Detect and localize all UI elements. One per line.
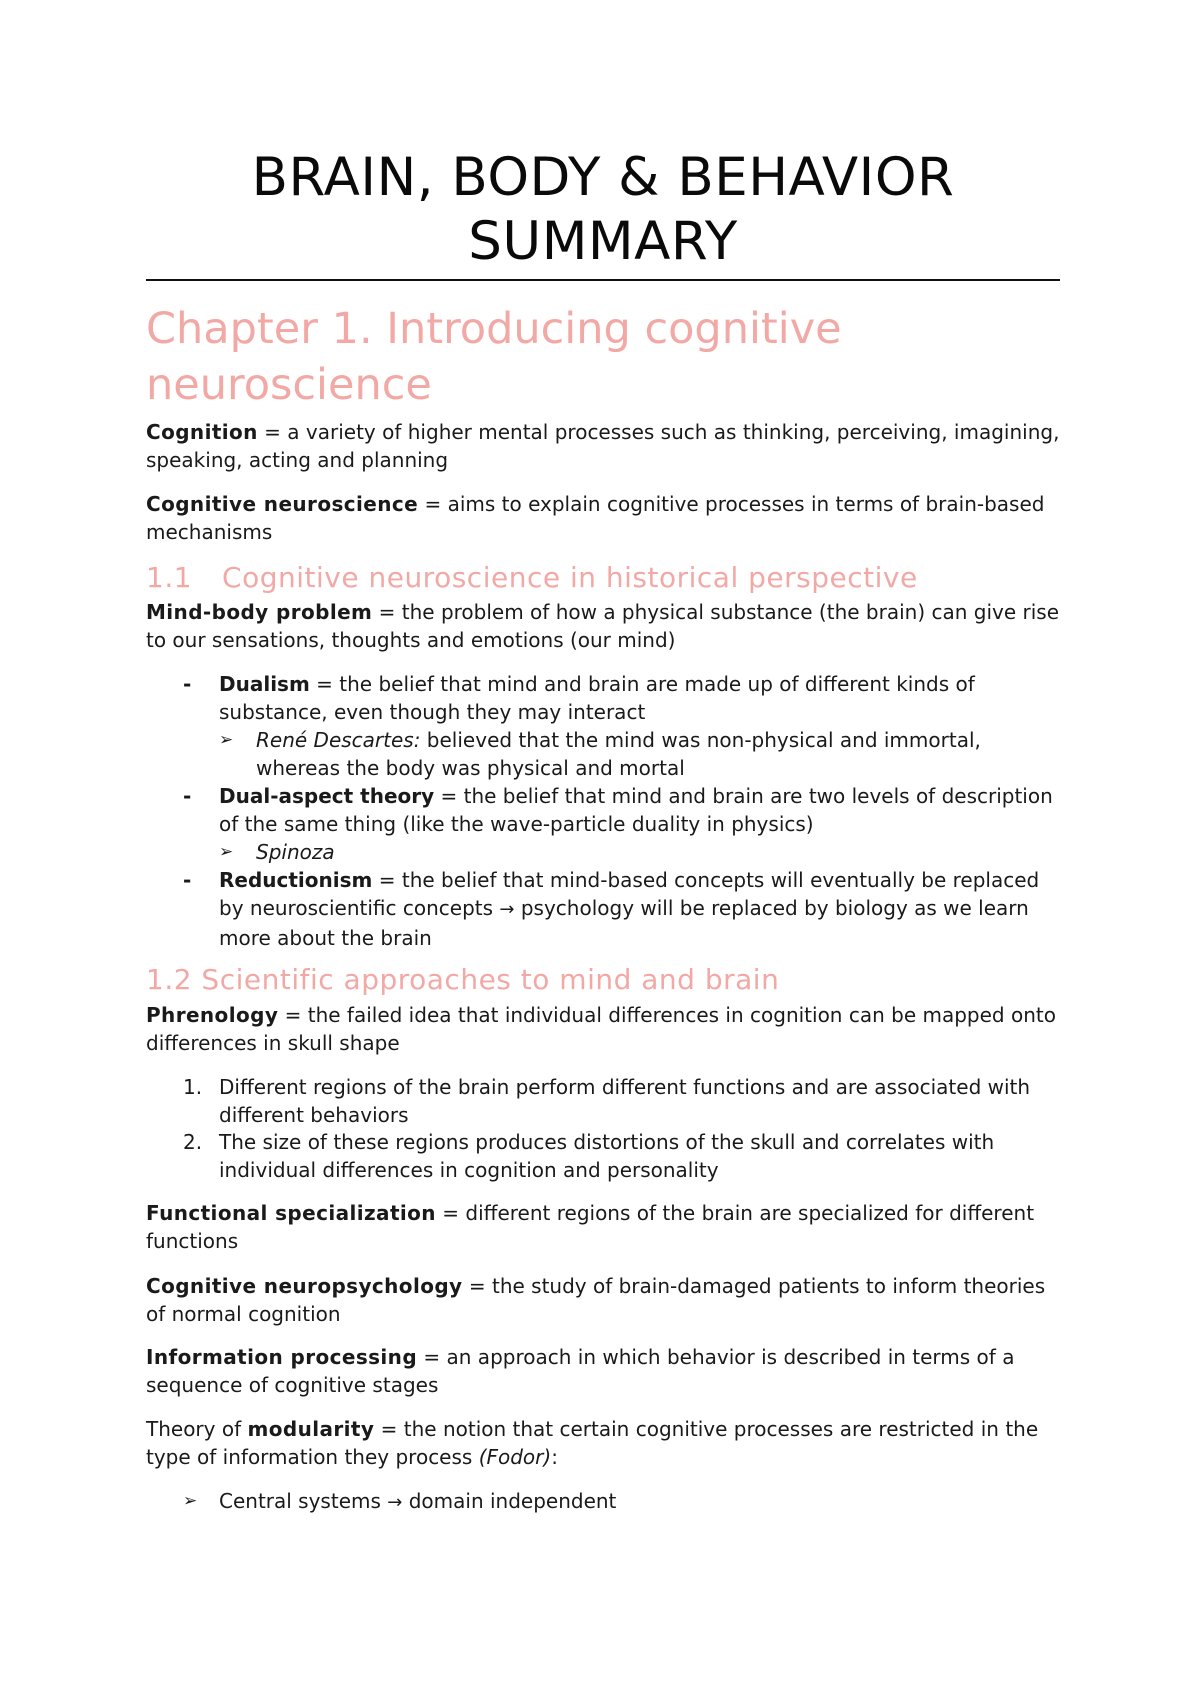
section-title: Cognitive neuroscience in historical perspective <box>222 561 918 594</box>
title-line-1: BRAIN, BODY & BEHAVIOR <box>251 147 955 208</box>
term: Cognition <box>146 420 258 444</box>
term: Phrenology <box>146 1003 279 1027</box>
text-continued: domain independent <box>402 1489 617 1513</box>
description: believed that the mind was non-physical and immortal, whereas the body was physical and mortal <box>256 728 981 780</box>
title-underline <box>146 279 1060 281</box>
descartes-item <box>256 726 1066 782</box>
right-arrow-icon: → <box>387 1492 403 1513</box>
numbered-item-2: The size of these regions produces distortions of the skull and correlates with individual differences in cognition and personality <box>219 1130 995 1182</box>
term: Reductionism <box>219 868 373 892</box>
information-processing-definition <box>146 1343 1060 1399</box>
cognition-definition <box>146 418 1060 474</box>
definition: = the belief that mind and brain are two levels of description of the same thing (like the wave-particle duality in physics) <box>219 784 1053 836</box>
definition: = the belief that mind and brain are made up of different kinds of substance, even though they may interact <box>219 672 975 724</box>
text: Central systems <box>219 1489 388 1513</box>
term: Dual-aspect theory <box>219 784 435 808</box>
cognitive-neuroscience-definition <box>146 490 1060 546</box>
section-number: 1.1 <box>146 561 193 594</box>
definition: = different regions of the brain are specialized for different functions <box>146 1201 1035 1253</box>
dash-bullet: - <box>183 784 192 808</box>
term: Mind-body problem <box>146 600 373 624</box>
definition: = a variety of higher mental processes such as thinking, perceiving, imagining, speaking, acting and planning <box>146 420 1060 472</box>
dash-bullet: - <box>183 672 192 696</box>
functional-specialization-definition <box>146 1199 1060 1255</box>
arrow-bullet-icon: ➢ <box>183 1491 198 1511</box>
definition-continued: psychology will be replaced by biology as we learn more about the brain <box>219 896 1029 950</box>
definition: = the problem of how a physical substance (the brain) can give rise to our sensations, thoughts and emotions (our mind) <box>146 600 1060 652</box>
arrow-bullet-icon: ➢ <box>219 730 234 750</box>
list-number: 1. <box>183 1075 203 1099</box>
person-name: Spinoza <box>256 840 335 864</box>
definition: = an approach in which behavior is described in terms of a sequence of cognitive stages <box>146 1345 1015 1397</box>
dual-aspect-item <box>219 782 1065 838</box>
dash-bullet: - <box>183 868 192 892</box>
definition: = aims to explain cognitive processes in terms of brain-based mechanisms <box>146 492 1045 544</box>
arrow-bullet-icon: ➢ <box>219 842 234 862</box>
definition: = the failed idea that individual differences in cognition can be mapped onto differences in skull shape <box>146 1003 1056 1055</box>
term: Information processing <box>146 1345 418 1369</box>
punctuation: : <box>551 1445 558 1469</box>
phrenology-definition <box>146 1001 1060 1057</box>
right-arrow-icon: → <box>499 899 515 920</box>
modularity-definition <box>146 1415 1060 1471</box>
reductionism-item <box>219 866 1065 952</box>
section-1-1-heading <box>146 560 1060 596</box>
definition: = the notion that certain cognitive processes are restricted in the type of information they process <box>146 1417 1039 1469</box>
term: Dualism <box>219 672 310 696</box>
dualism-item <box>219 670 1065 726</box>
section-1-2-heading: 1.2 Scientific approaches to mind and brain <box>146 963 780 996</box>
person-name: René Descartes: <box>256 728 421 752</box>
definition: = the belief that mind-based concepts will eventually be replaced by neuroscientific concepts <box>219 868 1040 920</box>
title-line-2: SUMMARY <box>468 211 738 272</box>
prefix: Theory of <box>146 1417 248 1441</box>
cognitive-neuropsychology-definition <box>146 1272 1060 1328</box>
term: modularity <box>247 1417 375 1441</box>
numbered-item-1: Different regions of the brain perform different functions and are associated with different behaviors <box>219 1075 1031 1127</box>
list-number: 2. <box>183 1130 203 1154</box>
spinoza-item <box>256 838 1066 866</box>
citation: (Fodor) <box>478 1445 552 1469</box>
chapter-heading-line-1: Chapter 1. Introducing cognitive <box>146 304 842 354</box>
mind-body-definition <box>146 598 1060 654</box>
chapter-heading-line-2: neuroscience <box>146 360 432 410</box>
central-systems-item <box>219 1487 1065 1517</box>
term: Functional specialization <box>146 1201 436 1225</box>
document-title <box>146 146 1060 274</box>
term: Cognitive neuroscience <box>146 492 419 516</box>
definition: = the study of brain-damaged patients to inform theories of normal cognition <box>146 1274 1046 1326</box>
term: Cognitive neuropsychology <box>146 1274 463 1298</box>
chapter-heading <box>146 301 1060 413</box>
